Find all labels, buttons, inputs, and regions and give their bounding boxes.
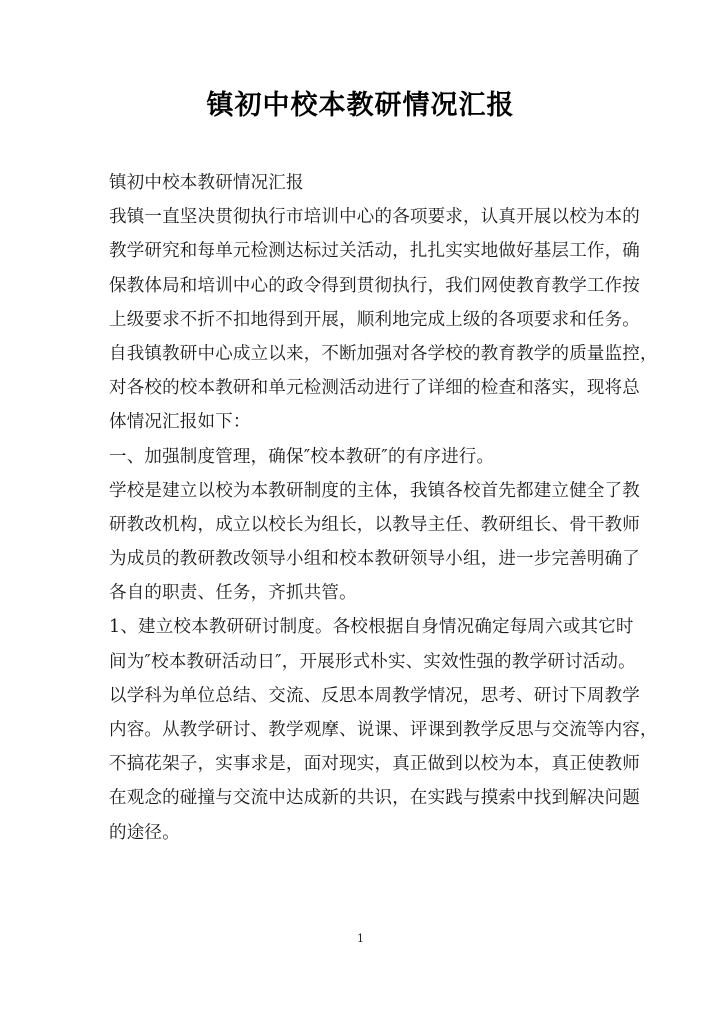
text-line: 内容。从教学研讨、教学观摩、说课、评课到教学反思与交流等内容， <box>109 720 658 740</box>
text-line: 各自的职责、任务，齐抓共管。 <box>109 583 357 604</box>
text-line: 对各校的校本教研和单元检测活动进行了详细的检查和落实，现将总 <box>109 378 640 399</box>
text-line: 不搞花架子，实事求是，面对现实，真正做到以校为本，真正使教师 <box>109 754 640 775</box>
text-line: 以学科为单位总结、交流、反思本周教学情况，思考、研讨下周教学 <box>109 685 640 706</box>
text-line: 间为″校本教研活动日″，开展形式朴实、实效性强的教学研讨活动。 <box>109 651 636 672</box>
text-line: 体情况汇报如下： <box>109 412 251 433</box>
document-title: 镇初中校本教研情况汇报 <box>206 90 515 121</box>
page-number: 1 <box>357 932 364 945</box>
text-line: 在观念的碰撞与交流中达成新的共识，在实践与摸索中找到解决问题 <box>109 788 640 809</box>
text-line: 学校是建立以校为本教研制度的主体，我镇各校首先都建立健全了教 <box>109 480 640 501</box>
text-line: 自我镇教研中心成立以来，不断加强对各学校的教育教学的质量监控， <box>109 343 658 364</box>
text-line: 为成员的教研教改领导小组和校本教研领导小组，进一步完善明确了 <box>109 549 640 570</box>
document-body <box>109 166 658 850</box>
section-heading: 一、加强制度管理，确保″校本教研″的有序进行。 <box>109 446 495 467</box>
numbered-item-line: 1、建立校本教研研讨制度。各校根据自身情况确定每周六或其它时 <box>109 617 634 638</box>
text-line: 的途径。 <box>109 822 180 843</box>
text-line: 我镇一直坚决贯彻执行市培训中心的各项要求，认真开展以校为本的 <box>109 207 640 228</box>
text-line: 研教改机构，成立以校长为组长，以教导主任、教研组长、骨干教师 <box>109 514 640 535</box>
text-line: 教学研究和每单元检测达标过关活动，扎扎实实地做好基层工作，确 <box>109 241 640 262</box>
text-line: 保教体局和培训中心的政令得到贯彻执行，我们网使教育教学工作按 <box>109 275 640 296</box>
text-line: 上级要求不折不扣地得到开展，顺利地完成上级的各项要求和任务。 <box>109 309 640 330</box>
text-line-subtitle: 镇初中校本教研情况汇报 <box>109 173 304 193</box>
